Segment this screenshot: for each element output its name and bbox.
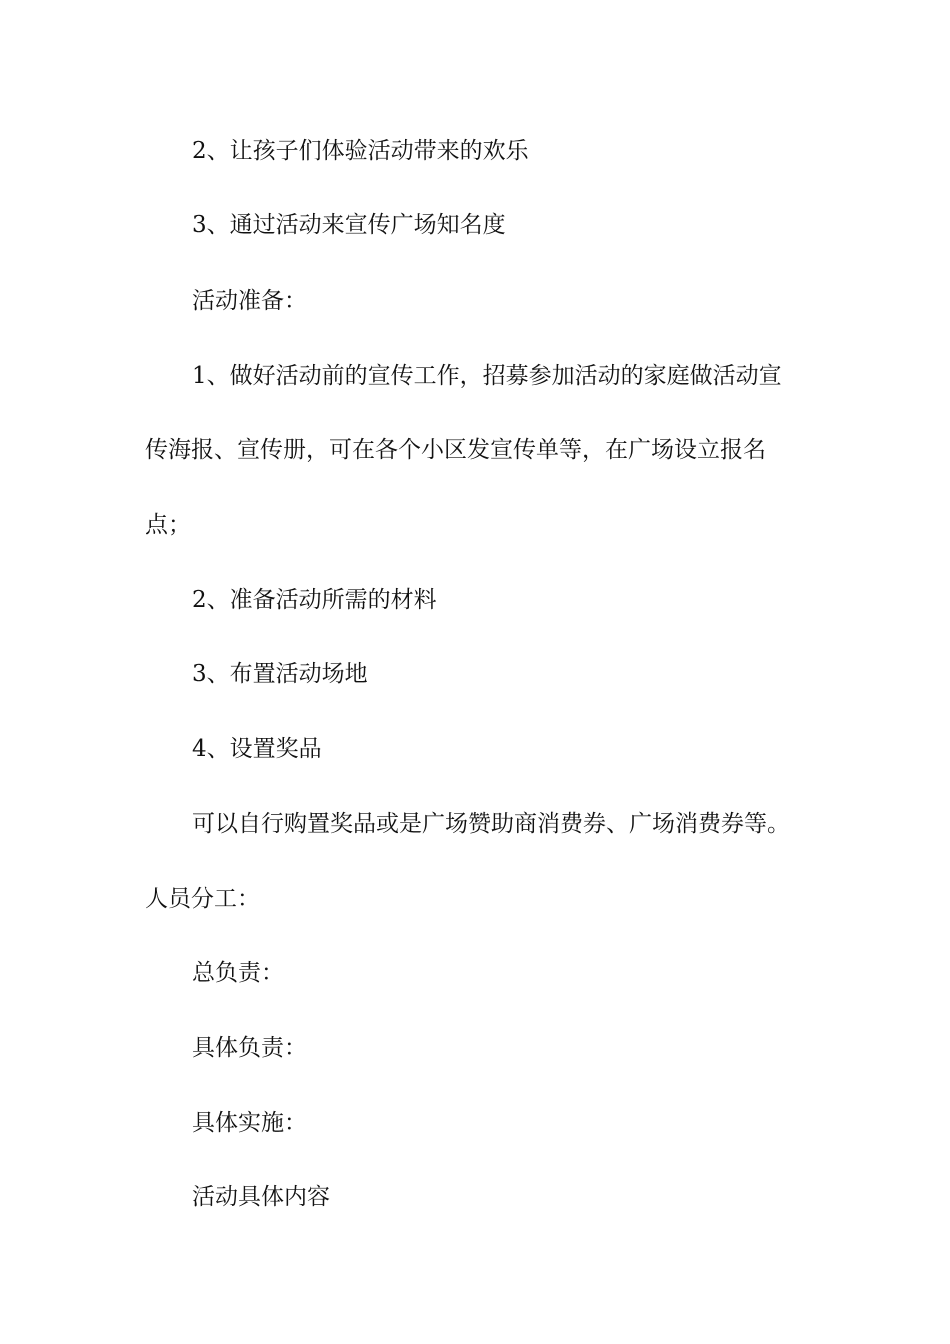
paragraph-line: 点；	[145, 512, 191, 538]
section-heading: 活动具体内容	[192, 1184, 330, 1210]
section-heading: 活动准备：	[192, 288, 307, 314]
paragraph-line: 可以自行购置奖品或是广场赞助商消费券、广场消费券等。	[192, 811, 790, 837]
section-heading: 人员分工：	[145, 886, 260, 912]
paragraph-line: 1、做好活动前的宣传工作，招募参加活动的家庭做活动宣	[192, 363, 782, 389]
paragraph-line: 具体实施：	[192, 1110, 307, 1136]
paragraph-line: 总负责：	[192, 960, 284, 986]
paragraph-line: 2、让孩子们体验活动带来的欢乐	[192, 138, 529, 164]
paragraph-line: 2、准备活动所需的材料	[192, 587, 437, 613]
paragraph-line: 3、布置活动场地	[192, 661, 368, 687]
paragraph-line: 3、通过活动来宣传广场知名度	[192, 212, 506, 238]
paragraph-line: 传海报、宣传册，可在各个小区发宣传单等，在广场设立报名	[145, 437, 766, 463]
paragraph-line: 4、设置奖品	[192, 736, 322, 762]
paragraph-line: 具体负责：	[192, 1035, 307, 1061]
